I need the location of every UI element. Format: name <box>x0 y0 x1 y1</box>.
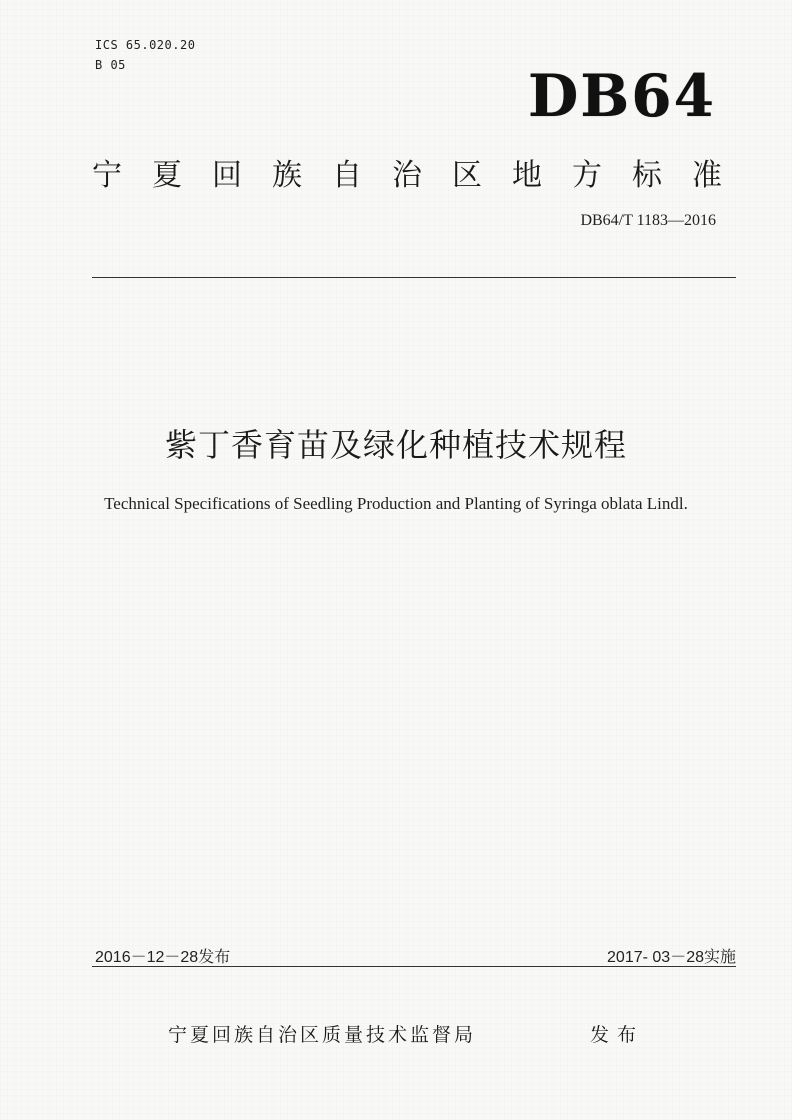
standard-number: DB64/T 1183—2016 <box>580 212 716 229</box>
standard-type-char: 区 <box>452 158 482 193</box>
standard-type-char: 夏 <box>152 158 182 193</box>
standard-type-char: 自 <box>332 158 362 193</box>
header-divider <box>92 277 736 278</box>
standard-type-char: 标 <box>632 158 662 193</box>
standard-type-char: 准 <box>692 158 722 193</box>
document-title-chinese: 紫丁香育苗及绿化种植技术规程 <box>164 426 627 464</box>
standard-code-logo: DB64 <box>527 62 716 130</box>
footer-divider <box>92 966 736 967</box>
standard-type-char: 地 <box>512 158 542 193</box>
implementation-date: 2017- 03－28实施 <box>607 949 736 966</box>
standard-type-char: 治 <box>392 158 422 193</box>
standard-type-char: 族 <box>272 158 302 193</box>
standard-type-heading <box>92 150 722 194</box>
standard-type-char: 方 <box>572 158 602 193</box>
standard-type-char: 回 <box>212 158 242 193</box>
issue-date: 2016－12－28发布 <box>95 949 231 966</box>
issuing-authority: 宁夏回族自治区质量技术监督局 <box>168 1024 477 1046</box>
issue-label: 发布 <box>590 1024 645 1046</box>
standard-type-char: 宁 <box>92 158 122 193</box>
ics-code: ICS 65.020.20 <box>95 38 196 52</box>
document-title-english: Technical Specifications of Seedling Production and Planting of Syringa oblata Lindl. <box>104 494 688 513</box>
classification-code: B 05 <box>95 58 126 72</box>
